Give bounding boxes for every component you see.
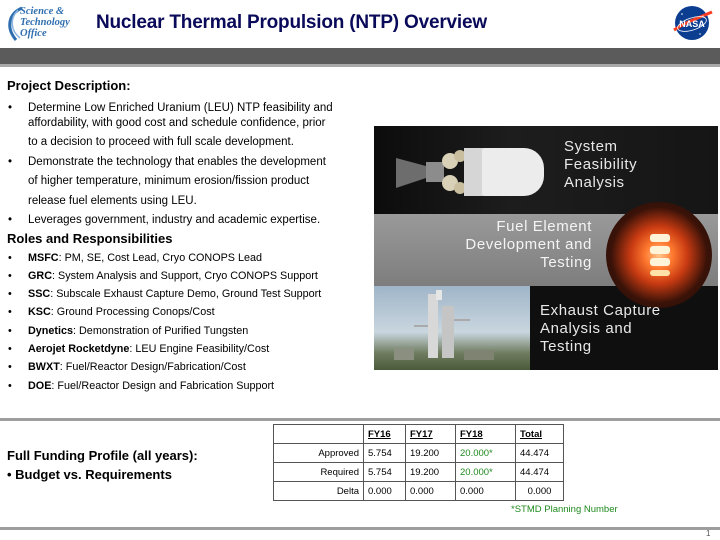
bullet-text-line: Leverages government, industry and academic expertise. bbox=[28, 214, 321, 226]
engine-stage-illustration bbox=[388, 136, 558, 206]
list-item bbox=[0, 153, 380, 173]
role-item bbox=[0, 340, 380, 358]
header-cell: Total bbox=[516, 425, 564, 444]
role-item bbox=[0, 303, 380, 321]
role-item bbox=[0, 322, 380, 340]
fuel-element-glow-image bbox=[606, 202, 712, 308]
bullet-icon: • bbox=[8, 342, 12, 355]
panel-text-line: Testing bbox=[540, 338, 592, 355]
system-feasibility-panel bbox=[374, 126, 718, 214]
header-cell: FY16 bbox=[364, 425, 406, 444]
bullet-icon: • bbox=[8, 361, 12, 374]
bullet-text-line: Determine Low Enriched Uranium (LEU) NTP feasibility and bbox=[28, 102, 333, 114]
funding-subheading: • Budget vs. Requirements bbox=[7, 467, 172, 482]
header-cell: FY17 bbox=[406, 425, 456, 444]
role-org: SSC bbox=[28, 288, 51, 301]
table-cell: 20.000* bbox=[456, 444, 516, 463]
bullet-icon: • bbox=[8, 214, 13, 226]
table-cell: 19.200 bbox=[406, 444, 456, 463]
role-text: : Subscale Exhaust Capture Demo, Ground Test Support bbox=[50, 288, 322, 301]
row-label: Required bbox=[274, 463, 364, 482]
system-feasibility-label bbox=[564, 138, 637, 192]
list-item-continuation bbox=[0, 192, 380, 212]
bullet-text-line: of higher temperature, minimum erosion/fission product bbox=[28, 175, 310, 187]
panel-text-line: Analysis and bbox=[540, 320, 633, 337]
project-description-list bbox=[0, 99, 380, 231]
role-org: MSFC bbox=[28, 251, 59, 264]
roles-heading: Roles and Responsibilities bbox=[7, 230, 173, 246]
table-cell: 20.000* bbox=[456, 463, 516, 482]
role-text: : System Analysis and Support, Cryo CONOPS Support bbox=[52, 269, 318, 282]
role-text: : Ground Processing Conops/Cost bbox=[50, 306, 215, 319]
role-text: : LEU Engine Feasibility/Cost bbox=[129, 342, 270, 355]
bullet-text-line: Demonstrate the technology that enables the development bbox=[28, 155, 326, 168]
role-text: : Fuel/Reactor Design and Fabrication Support bbox=[51, 379, 275, 392]
role-org: BWXT bbox=[28, 361, 60, 374]
funding-heading: Full Funding Profile (all years): bbox=[7, 448, 198, 463]
bullet-icon: • bbox=[8, 269, 12, 282]
row-label: Delta bbox=[274, 482, 364, 501]
footer-divider bbox=[0, 527, 720, 530]
table-cell: 0.000 bbox=[516, 482, 564, 501]
bullet-icon: • bbox=[8, 306, 12, 319]
table-cell: 5.754 bbox=[364, 444, 406, 463]
logo-line-1: Science & bbox=[20, 6, 65, 17]
role-org: GRC bbox=[28, 269, 52, 282]
stmd-planning-note: *STMD Planning Number bbox=[511, 504, 618, 515]
logo-text bbox=[20, 6, 70, 39]
role-item bbox=[0, 377, 380, 395]
science-technology-office-logo bbox=[4, 4, 82, 42]
bullet-icon: • bbox=[8, 102, 13, 114]
bullet-icon: • bbox=[8, 251, 12, 264]
exhaust-capture-label bbox=[540, 302, 661, 356]
budget-table bbox=[273, 424, 564, 501]
main-content bbox=[0, 78, 380, 395]
fuel-element-label bbox=[428, 218, 592, 272]
table-row bbox=[274, 482, 564, 501]
page-title: Nuclear Thermal Propulsion (NTP) Overview bbox=[96, 12, 487, 33]
bullet-text-line: to a decision to proceed with full scale development. bbox=[28, 136, 294, 148]
role-item bbox=[0, 267, 380, 285]
bullet-icon: • bbox=[8, 288, 12, 301]
section-divider bbox=[0, 418, 720, 421]
table-cell: 5.754 bbox=[364, 463, 406, 482]
nasa-meatball-logo bbox=[670, 4, 714, 42]
table-cell: 44.474 bbox=[516, 463, 564, 482]
panel-text-line: Feasibility bbox=[564, 156, 638, 173]
panel-text-line: Exhaust Capture bbox=[540, 302, 661, 319]
list-item-continuation bbox=[0, 172, 380, 192]
role-org: KSC bbox=[28, 306, 51, 319]
list-item-continuation bbox=[0, 133, 380, 153]
header-divider-bar bbox=[0, 48, 720, 64]
logo-line-3: Office bbox=[20, 28, 47, 39]
table-header-row bbox=[274, 425, 564, 444]
funding-profile bbox=[7, 446, 198, 484]
header bbox=[0, 0, 720, 48]
logo-line-2: Technology bbox=[20, 17, 70, 28]
table-cell: 0.000 bbox=[406, 482, 456, 501]
bullet-text-line: release fuel elements using LEU. bbox=[28, 194, 197, 207]
bullet-icon: • bbox=[8, 155, 13, 168]
page-number: 1 bbox=[706, 529, 711, 538]
role-text: : PM, SE, Cost Lead, Cryo CONOPS Lead bbox=[58, 251, 263, 264]
project-description-heading: Project Description: bbox=[7, 78, 131, 93]
nasa-logo-text: NASA bbox=[679, 19, 705, 29]
role-item bbox=[0, 285, 380, 303]
header-cell bbox=[274, 425, 364, 444]
panel-text-line: Analysis bbox=[564, 174, 625, 191]
test-stand-illustration bbox=[374, 286, 530, 370]
table-cell: 19.200 bbox=[406, 463, 456, 482]
table-row bbox=[274, 463, 564, 482]
bullet-icon: • bbox=[8, 324, 12, 337]
role-item bbox=[0, 358, 380, 376]
list-item bbox=[0, 211, 380, 231]
panel-text-line: Development and bbox=[465, 236, 592, 253]
bullet-icon: • bbox=[8, 379, 12, 392]
ntp-image-collage bbox=[374, 126, 718, 370]
panel-text-line: System bbox=[564, 138, 618, 155]
role-org: Aerojet Rocketdyne bbox=[28, 342, 130, 355]
table-row bbox=[274, 444, 564, 463]
role-text: : Fuel/Reactor Design/Fabrication/Cost bbox=[59, 361, 246, 374]
table-cell: 0.000 bbox=[456, 482, 516, 501]
list-item-continuation bbox=[0, 114, 380, 134]
panel-text-line: Testing bbox=[540, 254, 592, 271]
table-cell: 0.000 bbox=[364, 482, 406, 501]
header-cell: FY18 bbox=[456, 425, 516, 444]
role-item bbox=[0, 249, 380, 267]
role-text: : Demonstration of Purified Tungsten bbox=[73, 324, 249, 337]
fuel-element-core-icon bbox=[606, 202, 712, 308]
role-org: DOE bbox=[28, 379, 52, 392]
role-org: Dynetics bbox=[28, 324, 74, 337]
header-divider-line bbox=[0, 64, 720, 67]
row-label: Approved bbox=[274, 444, 364, 463]
roles-list bbox=[0, 249, 380, 395]
test-stand-photo bbox=[374, 286, 530, 370]
bullet-text-line: affordability, with good cost and schedule confidence, prior bbox=[28, 116, 326, 129]
table-cell: 44.474 bbox=[516, 444, 564, 463]
panel-text-line: Fuel Element bbox=[496, 218, 592, 235]
